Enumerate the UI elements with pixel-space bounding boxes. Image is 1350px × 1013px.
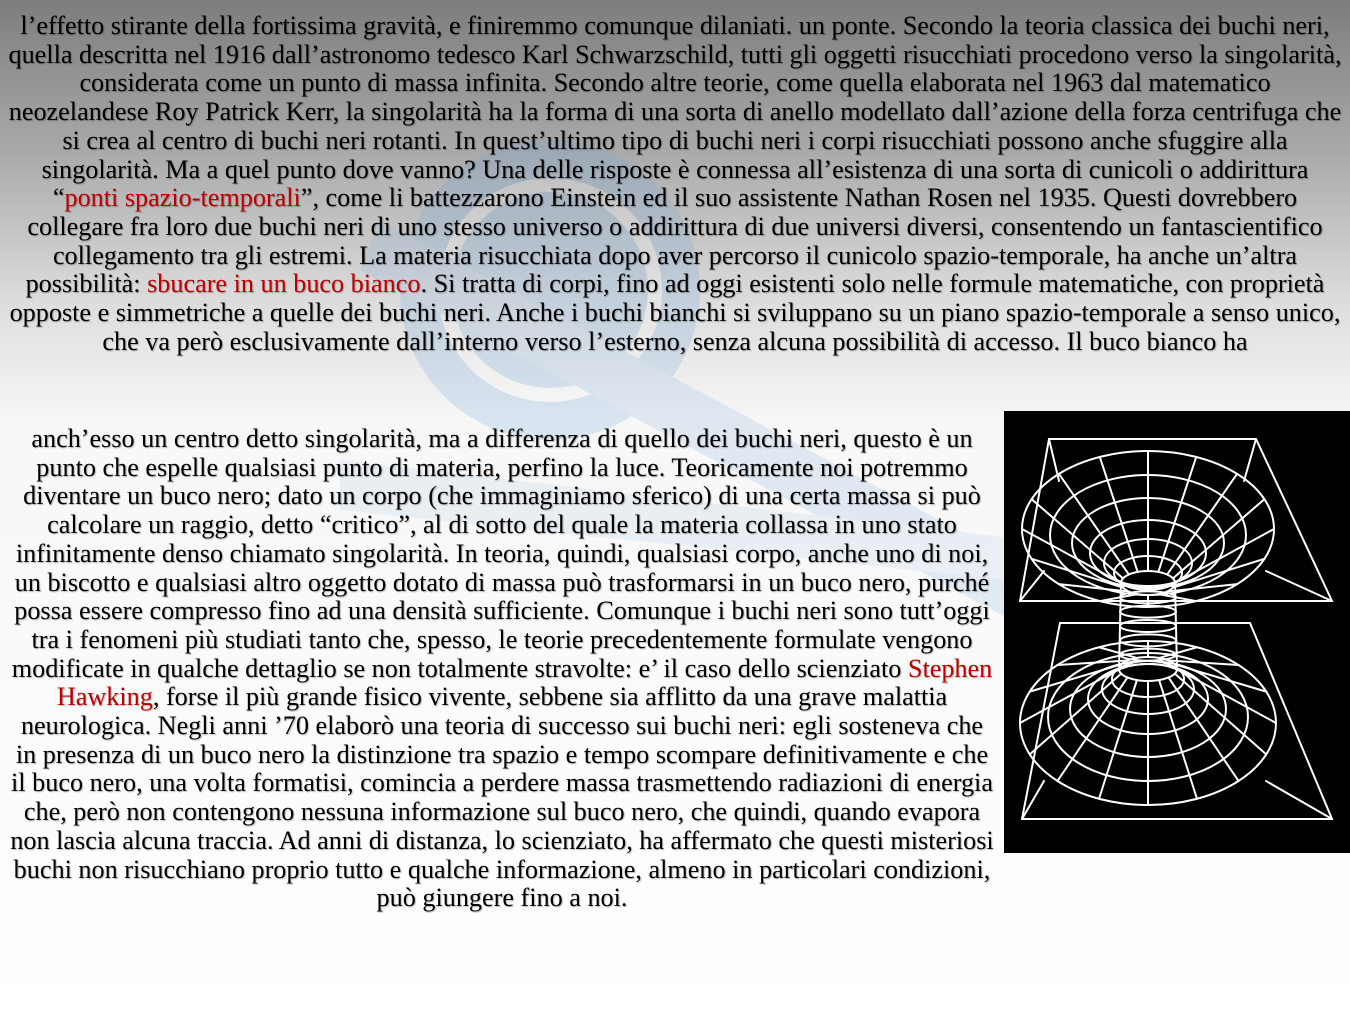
link-sbucare-buco-bianco[interactable]: sbucare in un buco bianco xyxy=(147,269,421,299)
link-ponti-spazio-temporali[interactable]: ponti spazio-temporali xyxy=(64,183,301,213)
top-paragraph-text-2: ”, come li battezzarono Einstein ed il suo assistente Nathan Rosen nel 1935. Questi dovrebbero collegare fra loro due buchi neri di uno stesso universo o addirittura di due universi diversi, consentendo un fantascientifico collegamento tra gli estremi. La materia risucchiata dopo aver percorso il cunicolo spazio-temporale, ha anche un’altra possibilità: xyxy=(25,183,1323,299)
bottom-paragraph-text-2: , forse il più grande fisico vivente, sebbene sia afflitto da una grave malattia neurologica. Negli anni ’70 elaborò una teoria di successo sui buchi neri: egli sosteneva che in presenza di un buco nero la distinzione tra spazio e tempo scompare definitivamente e che il buco nero, una volta formatisi, comincia a perdere massa trasmettendo radiazioni di energia che, però non contengono nessuna informazione sul buco nero, che quindi, quando evapora non lascia alcuna traccia. Ad anni di distanza, lo scienziato, ha affermato che questi misteriosi buchi non risucchiano proprio tutto e qualche informazione, almeno in particolari condizioni, può giungere fino a noi. xyxy=(10,682,994,913)
link-stephen-hawking[interactable]: Stephen Hawking xyxy=(56,653,993,712)
top-paragraph-text-1: l’effetto stirante della fortissima gravità, e finiremmo comunque dilaniati. un ponte. Secondo la teoria classica dei buchi neri, quella descritta nel 1916 dall’astronomo tedesco Karl Schwarzschild, tutti gli oggetti risucchiati procedono verso la singolarità, considerata come un punto di massa infinita. Secondo altre teorie, come quella elaborata nel 1963 dal matematico neozelandese Roy Patrick Kerr, la singolarità ha la forma di una sorta di anello modellato dall’azione della forza centrifuga che si crea al centro di buchi neri rotanti. In quest’ultimo tipo di buchi neri i corpi risucchiati possono anche sfuggire alla singolarità. Ma a quel punto dove vanno? Una delle risposte è connessa all’esistenza di una sorta di cunicoli o addirittura “ xyxy=(8,11,1342,213)
top-paragraph-text-3: . Si tratta di corpi, fino ad oggi esistenti solo nelle formule matematiche, con proprietà opposte e simmetriche a quelle dei buchi neri. Anche i buchi bianchi si sviluppano su un piano spazio-temporale a senso unico, che va però esclusivamente dall’interno verso l’esterno, senza alcuna possibilità di accesso. Il buco bianco ha xyxy=(9,269,1341,356)
wormhole-figure xyxy=(1004,411,1350,853)
wormhole-grid-icon xyxy=(1004,411,1350,853)
bottom-paragraph-text-1: anch’esso un centro detto singolarità, ma a differenza di quello dei buchi neri, questo è un punto che espelle qualsiasi punto di materia, perfino la luce. Teoricamente noi potremmo diventare un buco nero; dato un corpo (che immaginiamo sferico) di una certa massa si può calcolare un raggio, detto “critico”, al di sotto del quale la materia collassa in uno stato infinitamente denso chiamato singolarità. In teoria, quindi, qualsiasi corpo, anche uno di noi, un biscotto e qualsiasi altro oggetto dotato di massa può trasformarsi in un buco nero, purché possa essere compresso fino ad una densità sufficiente. Comunque i buchi neri sono tutt’oggi tra i fenomeni più studiati tanto che, spesso, le teorie precedentemente formulate vengono modificate in qualche dettaglio se non totalmente stravolte: e’ il caso dello scienziato xyxy=(11,424,990,683)
top-paragraph xyxy=(8,12,1342,356)
bottom-paragraph xyxy=(8,425,996,913)
